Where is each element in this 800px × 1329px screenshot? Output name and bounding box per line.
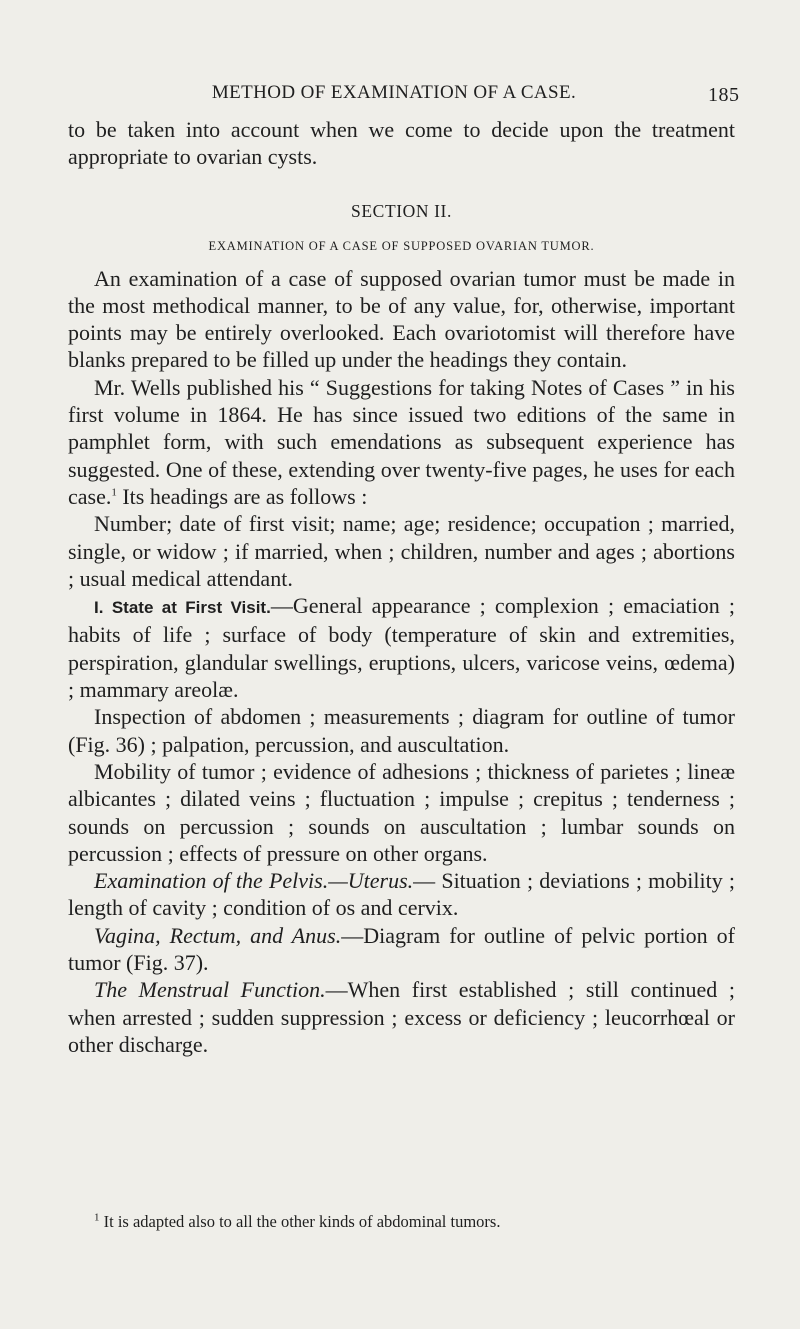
section-subtitle: EXAMINATION OF A CASE OF SUPPOSED OVARIAN TUMOR. (208, 238, 595, 253)
paragraph-pelvis (68, 867, 735, 922)
intro-paragraph: to be taken into account when we come to decide upon the treatment appropriate to ovarian cysts. (68, 117, 735, 170)
paragraph-wells-tail: Its headings are as follows : (116, 483, 368, 509)
pelvis-heading: Examination of the Pelvis.—Uterus. (94, 868, 414, 894)
running-head: METHOD OF EXAMINATION OF A CASE. (211, 82, 577, 103)
paragraph-menstrual (68, 976, 735, 1058)
vagina-heading: Vagina, Rectum, and Anus. (94, 922, 342, 948)
footnote-text: It is adapted also to all the other kinds of abdominal tumors. (99, 1212, 501, 1231)
footnote (94, 1212, 754, 1232)
paragraph-number-list: Number; date of first visit; name; age; residence; occupation ; married, single, or widow ; if married, when ; children, number and ages ; abortions ; usual medical attendant. (68, 511, 735, 591)
paragraph-inspection: Inspection of abdomen ; measurements ; diagram for outline of tumor (Fig. 36) ; palpation, percussion, and auscultation. (68, 704, 735, 757)
paragraph-first-visit (68, 592, 735, 703)
pelvis-text: — Situation ; deviations ; mobility ; length of cavity ; condition of os and cervix. (68, 868, 735, 921)
footnote-ref: 1 (111, 486, 117, 499)
footnote-marker: 1 (94, 1211, 100, 1224)
section-title: SECTION II. (351, 200, 452, 221)
paragraph-wells-text: Mr. Wells published his “ Suggestions for taking Notes of Cases ” in his first volume in 1864. He has since issued two editions of the same in pamphlet form, with such emendations as subsequent experience has suggested. One of these, extending over twenty-five pages, he uses for each case. (68, 374, 735, 509)
paragraph-vagina (68, 922, 735, 977)
menstrual-heading: The Menstrual Function. (94, 977, 326, 1003)
body-text (68, 116, 735, 1058)
paragraph-wells (68, 374, 735, 510)
first-visit-heading: I. State at First Visit. (94, 598, 271, 618)
paragraph-mobility: Mobility of tumor ; evidence of adhesions ; thickness of parietes ; lineæ albicantes ; dilated veins ; fluctuation ; impulse ; crepitus ; tenderness ; sounds on percussion ; sounds on auscultation ; lumbar sounds on percussion ; effects of pressure on other organs. (68, 758, 735, 866)
page-number: 185 (708, 84, 740, 106)
first-visit-text: —General appearance ; complexion ; emaciation ; habits of life ; surface of body (temperature of skin and extremities, perspiration, glandular swellings, eruptions, ulcers, varicose veins, œdema) ; mammary areolæ. (68, 593, 735, 703)
menstrual-text: —When first established ; still continued ; when arrested ; sudden suppression ; excess or deficiency ; leucorrhœal or other discharge. (68, 977, 735, 1057)
vagina-text: —Diagram for outline of pelvic portion of tumor (Fig. 37). (68, 922, 735, 976)
paragraph-methodical: An examination of a case of supposed ovarian tumor must be made in the most methodical manner, to be of any value, for, otherwise, important points may be entirely overlooked. Each ovariotomist will therefore have blanks prepared to be filled up under the headings they contain. (68, 265, 735, 373)
